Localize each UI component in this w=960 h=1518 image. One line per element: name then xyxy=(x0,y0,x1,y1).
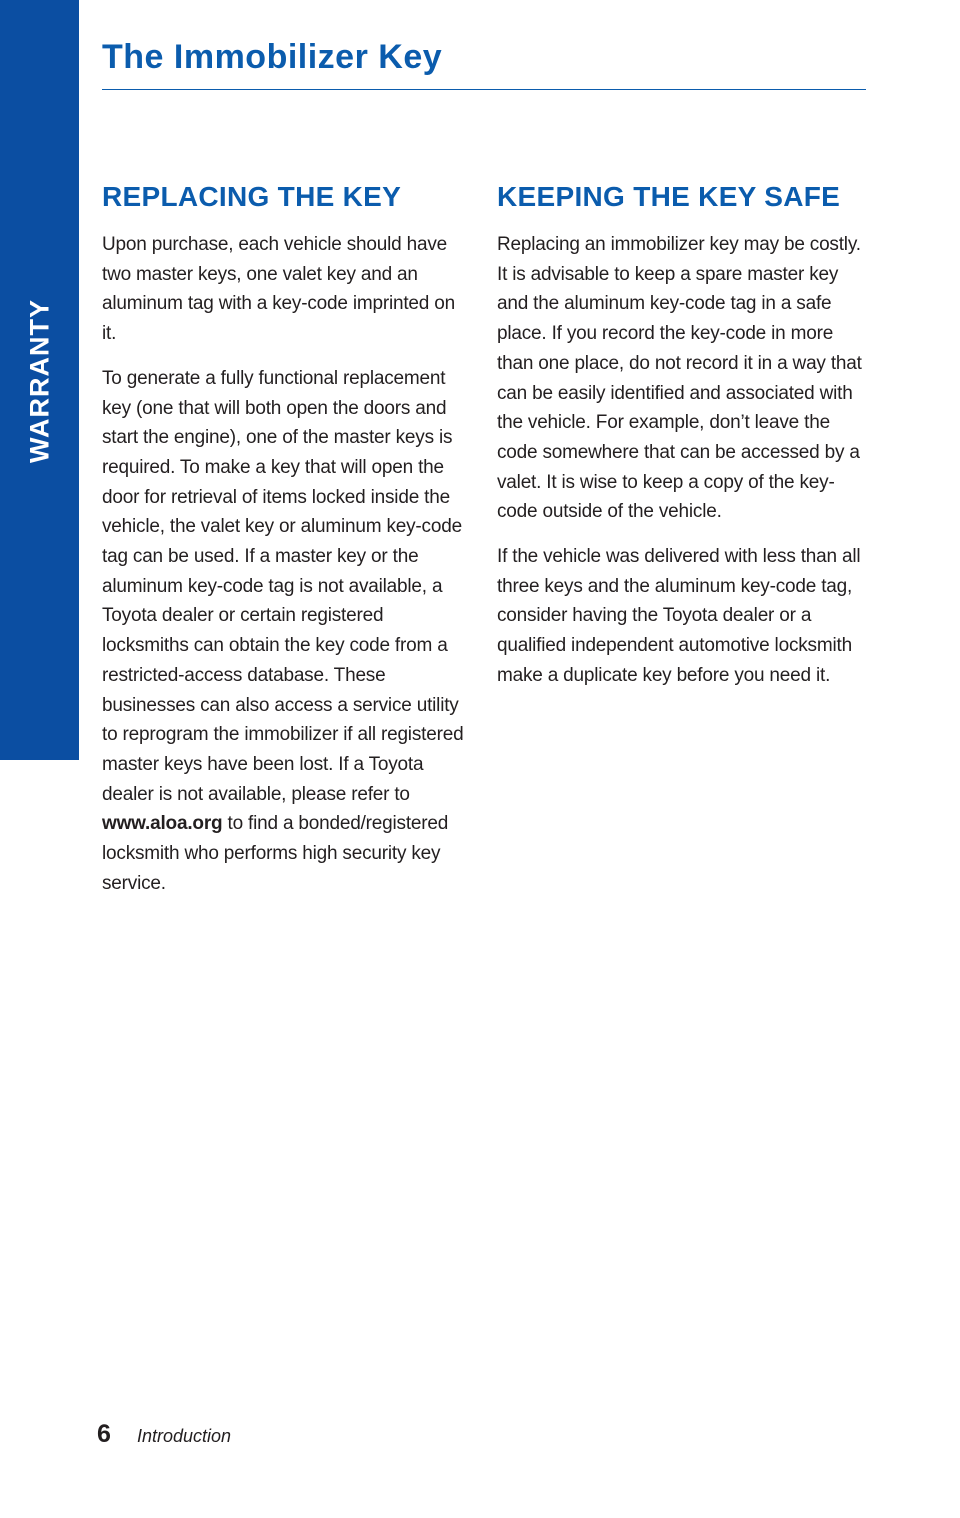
side-tab-label: WARRANTY xyxy=(24,299,55,463)
paragraph: Upon purchase, each vehicle should have two master keys, one valet key and an aluminum tag with a key-code imprinted on it. xyxy=(102,234,455,345)
paragraph: If the vehicle was delivered with less than all three keys and the aluminum key-code tag, consider having the Toyota dealer or a qualified independent automotive locksmith make a duplicate key before you need it. xyxy=(497,546,861,686)
footer-section-label: Introduction xyxy=(137,1426,232,1446)
paragraph: Replacing an immobilizer key may be costly. It is advisable to keep a spare master key and the aluminum key-code tag in a safe place. If you record the key-code in more than one place, do not record it in a way that can be easily identified and associated with the vehicle. For example, don’t leave the code somewhere that can be accessed by a valet. It is wise to keep a copy of the key-code outside of the vehicle. xyxy=(497,234,862,523)
page-title: The Immobilizer Key xyxy=(102,38,443,76)
section-keeping-the-key-safe xyxy=(497,178,869,706)
paragraph-text: to find a bonded/registered locksmith who performs high security key service. xyxy=(102,813,449,894)
title-divider xyxy=(102,89,866,90)
aloa-link[interactable]: www.aloa.org xyxy=(102,813,223,835)
section-heading-replacing: REPLACING THE KEY xyxy=(102,181,402,212)
side-tab xyxy=(0,0,79,760)
paragraph-text: To generate a fully functional replacement key (one that will both open the doors and start the engine), one of the master keys is required. To make a key that will open the door for retrieval of items locked inside the vehicle, the valet key or aluminum key-code tag can be used. If a master key or the aluminum key-code tag is not available, a Toyota dealer or certain registered locksmiths can obtain the key code from a restricted-access database. These businesses can also access a service utility to reprogram the immobilizer if all registered master keys have been lost. If a Toyota dealer is not available, please refer to xyxy=(102,367,464,805)
section-replacing-the-key xyxy=(102,178,472,913)
paragraph xyxy=(102,364,472,899)
section-heading-keeping-safe: KEEPING THE KEY SAFE xyxy=(497,181,841,212)
page-number: 6 xyxy=(97,1420,111,1448)
